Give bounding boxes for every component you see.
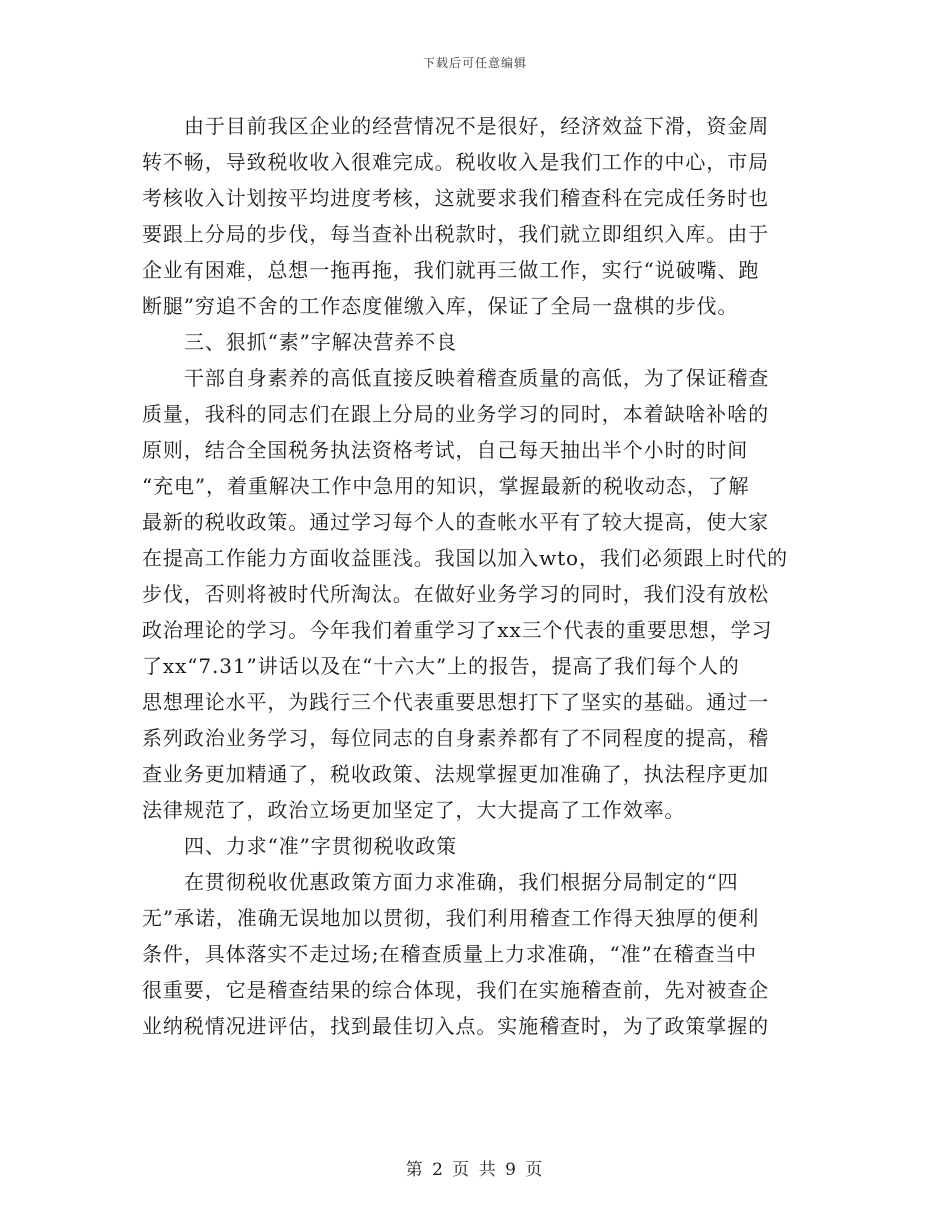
page-number: 第 2 页 共 9 页: [405, 1160, 545, 1180]
document-body: [142, 108, 810, 1044]
paragraph-line: 质量，我科的同志们在跟上分局的业务学习的同时，本着缺啥补啥的: [142, 402, 769, 426]
paragraph-line: 在贯彻税收优惠政策方面力求准确，我们根据分局制定的“四: [184, 870, 739, 894]
paragraph-line: 最新的税收政策。通过学习每个人的查帐水平有了较大提高，使大家: [142, 510, 769, 534]
section-heading: 四、力求“准”字贯彻税收政策: [184, 834, 458, 858]
paragraph-line: 政治理论的学习。今年我们着重学习了xx三个代表的重要思想，学习: [142, 618, 773, 642]
paragraph-line: 查业务更加精通了，税收政策、法规掌握更加准确了，执法程序更加: [142, 762, 769, 786]
paragraph-line: 了xx“7.31”讲话以及在“十六大”上的报告，提高了我们每个人的: [142, 654, 740, 678]
paragraph-line: 在提高工作能力方面收益匪浅。我国以加入wto，我们必须跟上时代的: [142, 546, 788, 570]
paragraph-line: 无”承诺，准确无误地加以贯彻，我们利用稽查工作得天独厚的便利: [142, 906, 760, 930]
section-heading: 三、狠抓“素”字解决营养不良: [184, 330, 458, 354]
paragraph-line: 企业有困难，总想一拖再拖，我们就再三做工作，实行“说破嘴、跑: [142, 258, 760, 282]
paragraph-line: 思想理论水平，为践行三个代表重要思想打下了坚实的基础。通过一: [142, 690, 769, 714]
paragraph-line: 步伐，否则将被时代所淘汰。在做好业务学习的同时，我们没有放松: [142, 582, 769, 606]
paragraph-line: “充电”，着重解决工作中急用的知识，掌握最新的税收动态，了解: [142, 474, 750, 498]
paragraph-line: 转不畅，导致税收收入很难完成。税收收入是我们工作的中心，市局: [142, 150, 769, 174]
paragraph-line: 很重要，它是稽查结果的综合体现，我们在实施稽查前，先对被查企: [142, 978, 769, 1002]
paragraph-line: 考核收入计划按平均进度考核，这就要求我们稽查科在完成任务时也: [142, 186, 769, 210]
page-header-note: 下载后可任意编辑: [422, 56, 527, 70]
paragraph-line: 业纳税情况进评估，找到最佳切入点。实施稽查时，为了政策掌握的: [142, 1014, 769, 1038]
paragraph-line: 原则，结合全国税务执法资格考试，自己每天抽出半个小时的时间: [142, 438, 749, 462]
paragraph-line: 由于目前我区企业的经营情况不是很好，经济效益下滑，资金周: [184, 114, 770, 138]
paragraph-line: 法律规范了，政治立场更加坚定了，大大提高了工作效率。: [142, 798, 686, 822]
paragraph-line: 要跟上分局的步伐，每当查补出税款时，我们就立即组织入库。由于: [142, 222, 769, 246]
paragraph-line: 系列政治业务学习，每位同志的自身素养都有了不同程度的提高，稽: [142, 726, 769, 750]
paragraph-line: 干部自身素养的高低直接反映着稽查质量的高低，为了保证稽查: [184, 366, 770, 390]
paragraph-line: 断腿”穷追不舍的工作态度催缴入库，保证了全局一盘棋的步伐。: [142, 294, 739, 318]
paragraph-line: 条件，具体落实不走过场;在稽查质量上力求准确，“准”在稽查当中: [142, 942, 758, 966]
